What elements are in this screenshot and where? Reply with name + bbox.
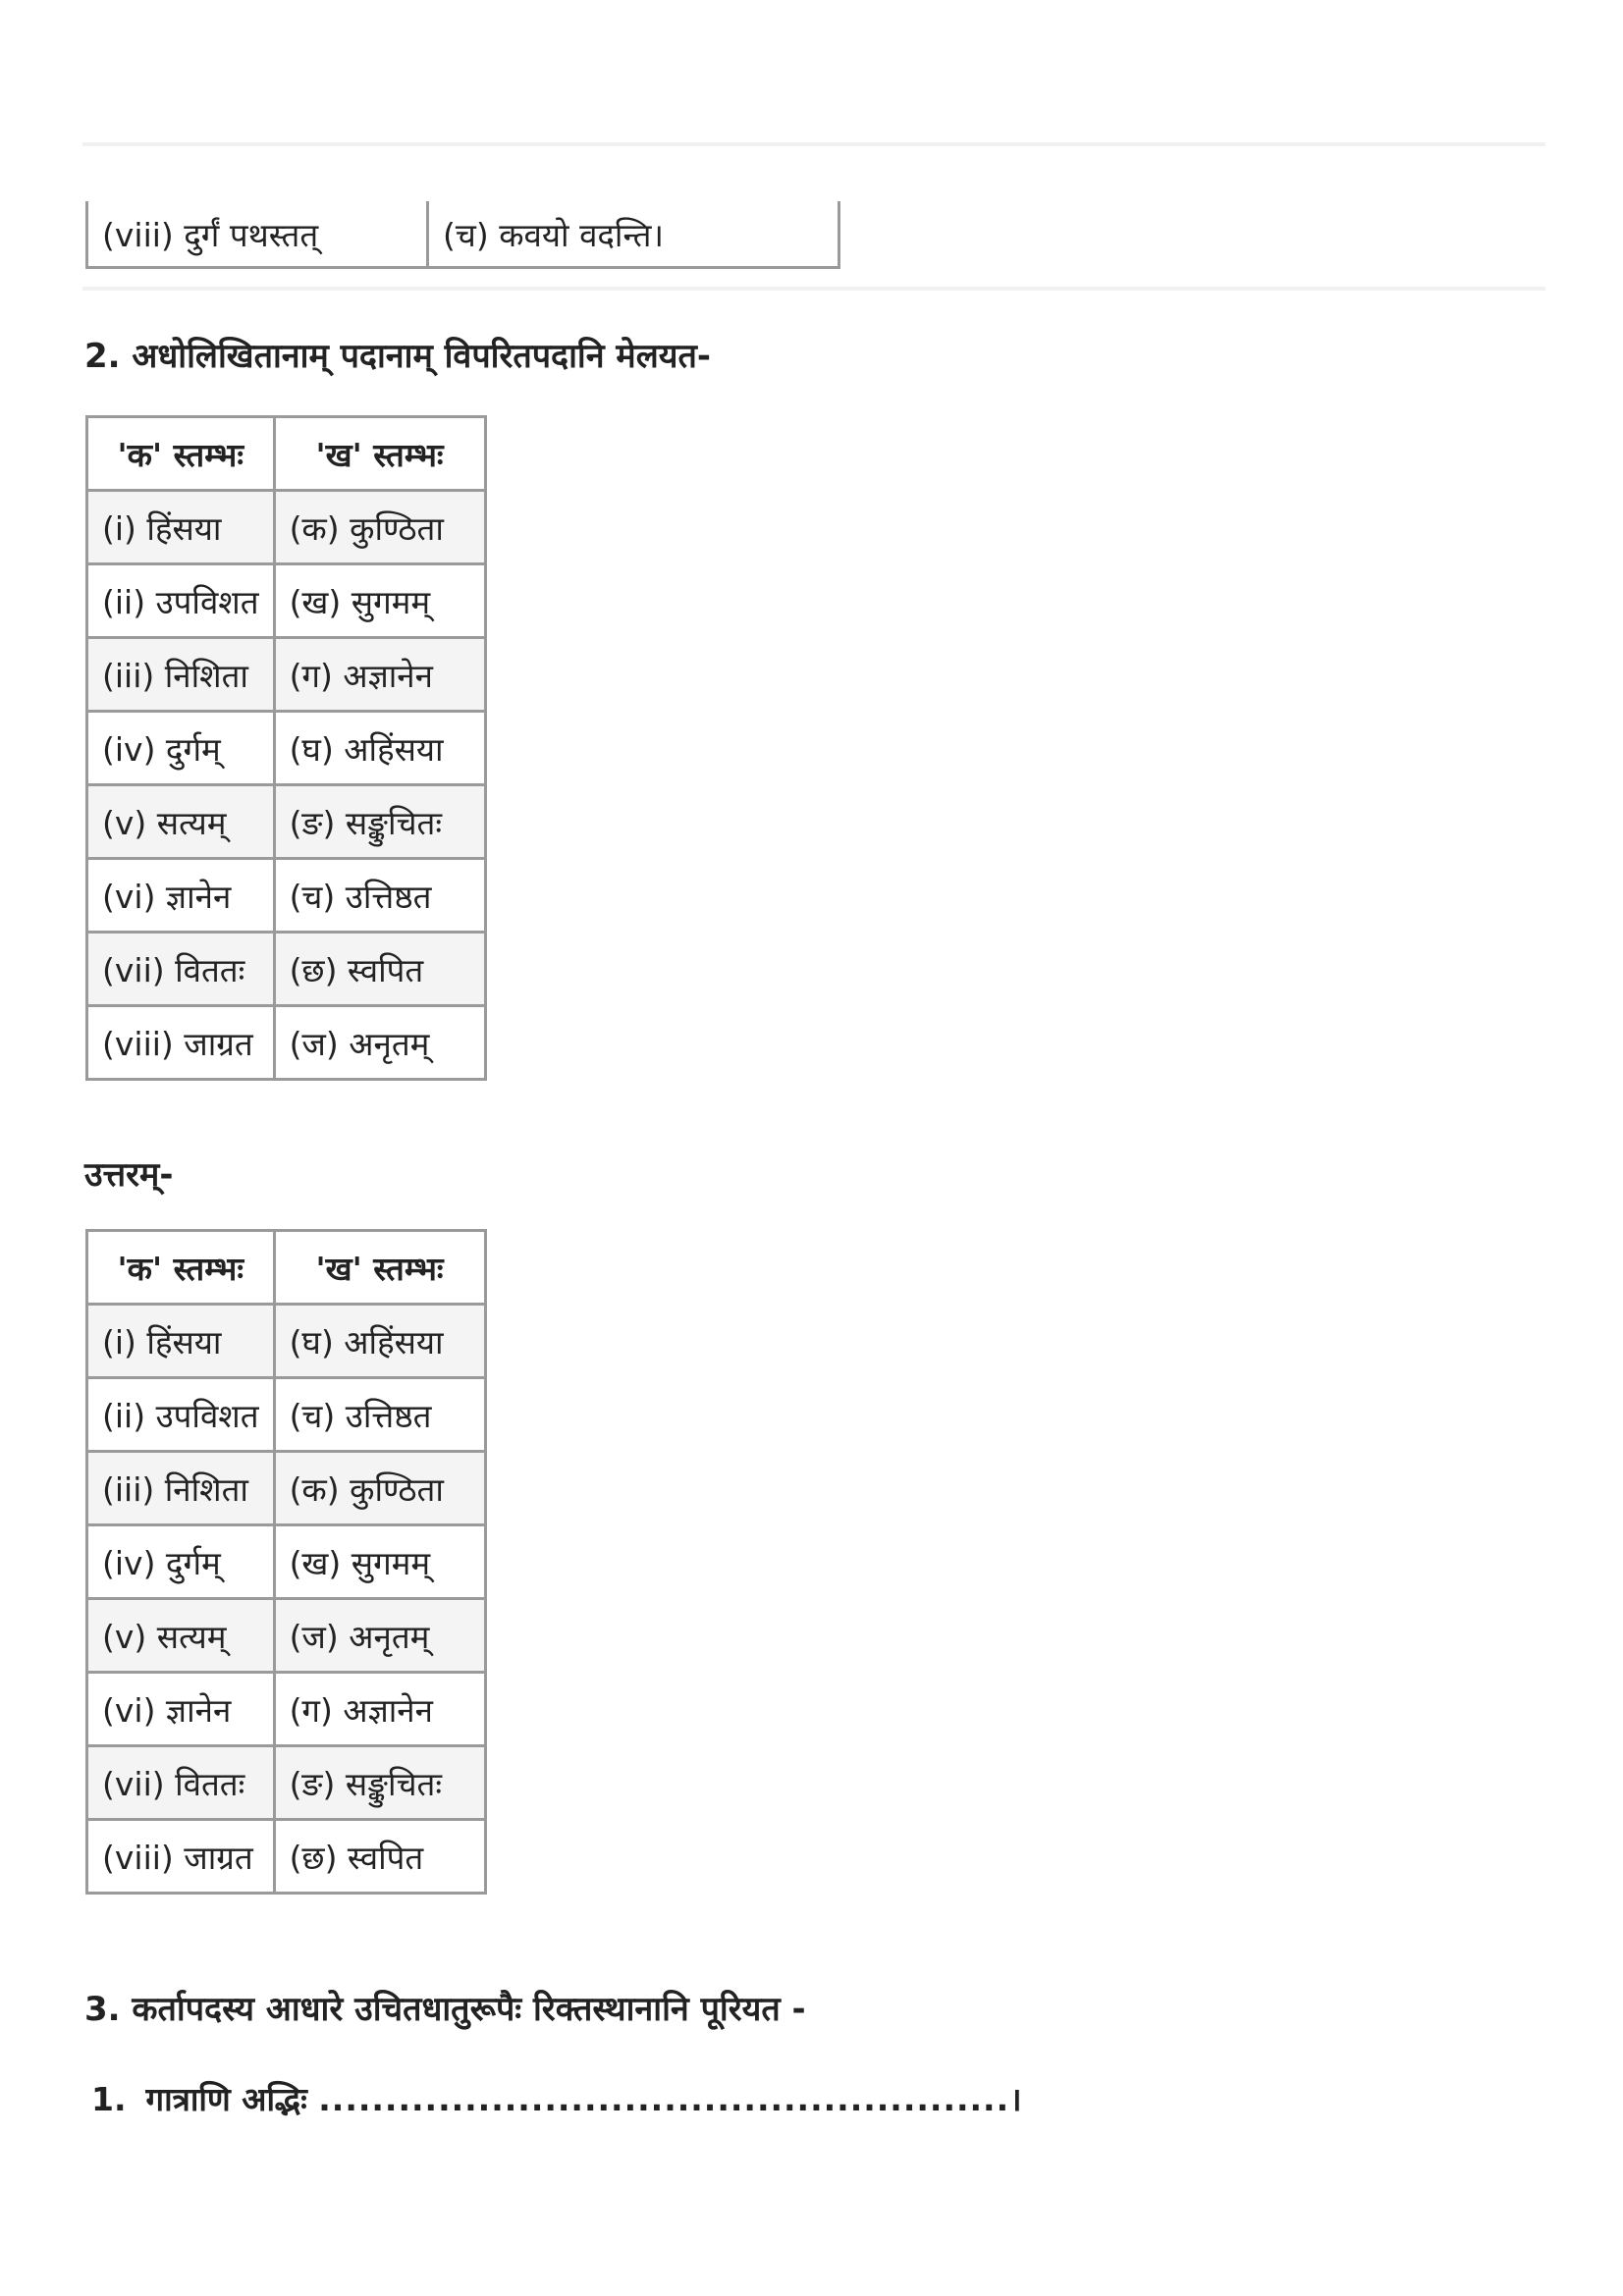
table-row <box>87 564 486 638</box>
column-a-cell: (ii) उपविशत <box>87 1378 275 1452</box>
column-b-cell: (ख) सुगमम् <box>274 564 485 638</box>
column-a-cell: (vi) ज्ञानेन <box>87 1673 275 1746</box>
table-row <box>87 1378 486 1452</box>
column-a-cell: (iv) दुर्गम् <box>87 712 275 785</box>
column-b-cell: (ङ) सङ्कुचितः <box>274 785 485 859</box>
column-a-header: 'क' स्तम्भः <box>87 417 275 491</box>
table-row <box>87 1525 486 1599</box>
table-header-row <box>87 1231 486 1305</box>
column-a-cell: (iii) निशिता <box>87 638 275 712</box>
column-b-cell: (च) उत्तिष्ठत <box>274 1378 485 1452</box>
column-a-cell: (i) हिंसया <box>87 1305 275 1378</box>
table-row <box>87 1599 486 1673</box>
table-row <box>87 785 486 859</box>
column-b-cell: (च) उत्तिष्ठत <box>274 859 485 933</box>
column-b-header: 'ख' स्तम्भः <box>274 417 485 491</box>
column-a-cell: (iv) दुर्गम् <box>87 1525 275 1599</box>
section-divider <box>82 287 1545 291</box>
column-b-cell: (च) कवयो वदन्ति। <box>428 201 839 268</box>
answer-table <box>85 1229 487 1895</box>
column-a-cell: (v) सत्यम् <box>87 785 275 859</box>
table-row <box>87 859 486 933</box>
column-a-cell: (i) हिंसया <box>87 491 275 564</box>
column-b-cell: (ज) अनृतम् <box>274 1006 485 1080</box>
column-a-cell: (v) सत्यम् <box>87 1599 275 1673</box>
table-row <box>87 1305 486 1378</box>
list-item <box>91 2076 1023 2120</box>
column-a-cell: (vi) ज्ञानेन <box>87 859 275 933</box>
column-b-cell: (छ) स्वपित <box>274 933 485 1006</box>
column-b-cell: (ज) अनृतम् <box>274 1599 485 1673</box>
question-2-heading: 2. अधोलिखितानाम् पदानाम् विपरितपदानि मेलयत- <box>84 337 712 376</box>
column-b-cell: (क) कुण्ठिता <box>274 1452 485 1525</box>
table-row <box>87 638 486 712</box>
table-row <box>87 1452 486 1525</box>
table-row <box>87 933 486 1006</box>
fill-in-blank: ....................................................। <box>318 2080 1023 2118</box>
question-3-heading: 3. कर्तापदस्य आधारे उचितधातुरूपैः रिक्तस्थानानि पूरियत - <box>84 1990 806 2029</box>
item-number: 1. <box>91 2080 127 2118</box>
column-b-cell: (छ) स्वपित <box>274 1820 485 1894</box>
column-a-cell: (iii) निशिता <box>87 1452 275 1525</box>
table-row <box>87 491 486 564</box>
answer-label: उत्तरम्- <box>84 1155 174 1195</box>
table-row <box>87 1820 486 1894</box>
column-b-cell: (ङ) सङ्कुचितः <box>274 1746 485 1820</box>
column-a-cell: (viii) दुर्गं पथस्तत् <box>87 201 428 268</box>
column-a-cell: (vii) विततः <box>87 1746 275 1820</box>
table-row <box>87 1673 486 1746</box>
column-a-cell: (vii) विततः <box>87 933 275 1006</box>
column-a-header: 'क' स्तम्भः <box>87 1231 275 1305</box>
table-header-row <box>87 417 486 491</box>
item-text: गात्राणि अद्भिः <box>145 2080 319 2118</box>
column-b-cell: (ख) सुगमम् <box>274 1525 485 1599</box>
table-row <box>87 712 486 785</box>
opposite-words-table <box>85 415 487 1081</box>
table-row <box>87 1006 486 1080</box>
column-b-cell: (ग) अज्ञानेन <box>274 1673 485 1746</box>
table-row <box>87 1746 486 1820</box>
column-b-cell: (घ) अहिंसया <box>274 1305 485 1378</box>
column-b-header: 'ख' स्तम्भः <box>274 1231 485 1305</box>
column-a-cell: (ii) उपविशत <box>87 564 275 638</box>
column-a-cell: (viii) जाग्रत <box>87 1006 275 1080</box>
column-b-cell: (क) कुण्ठिता <box>274 491 485 564</box>
continued-match-table <box>85 201 840 269</box>
column-b-cell: (ग) अज्ञानेन <box>274 638 485 712</box>
table-row <box>87 201 839 268</box>
column-b-cell: (घ) अहिंसया <box>274 712 485 785</box>
column-a-cell: (viii) जाग्रत <box>87 1820 275 1894</box>
top-divider <box>82 142 1545 146</box>
